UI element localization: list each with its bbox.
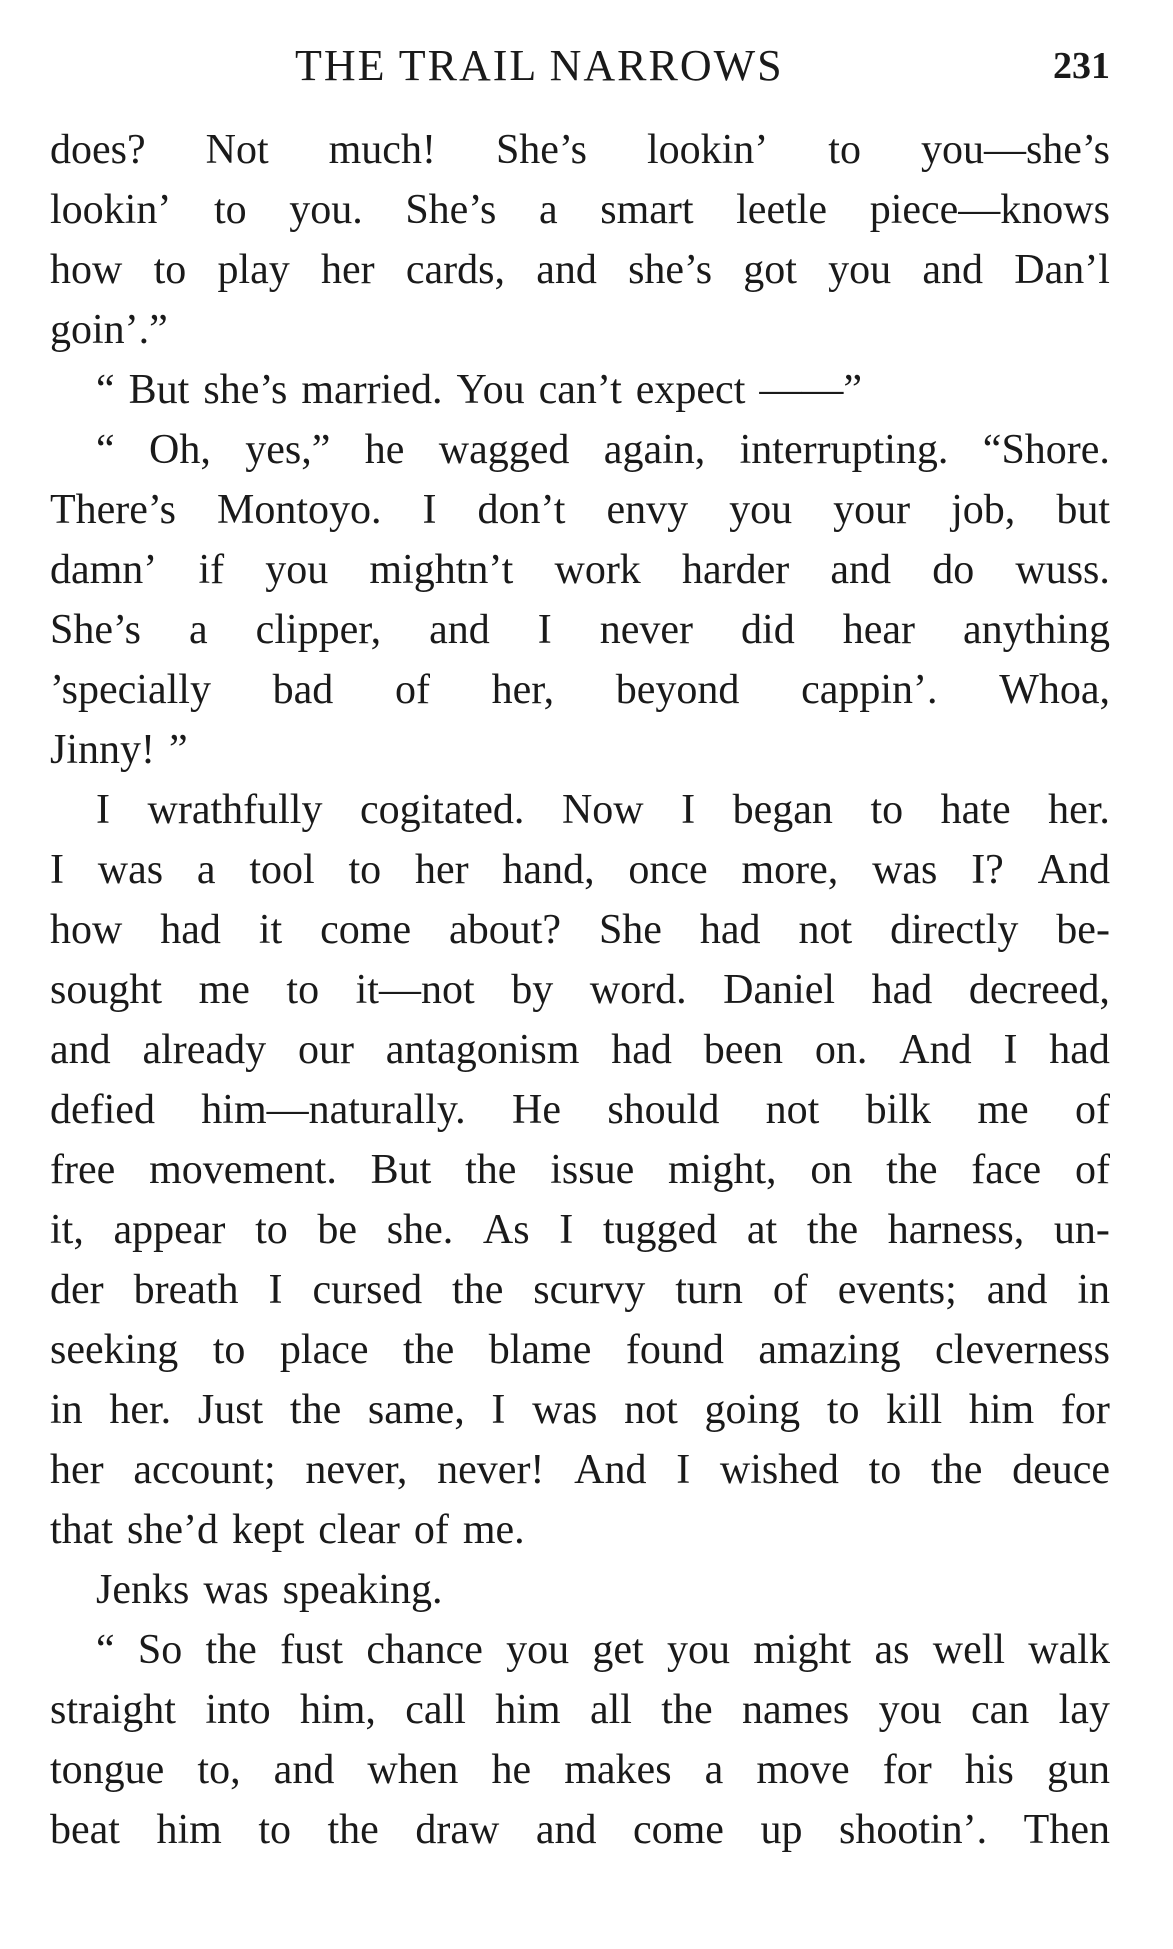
text-line: free movement. But the issue might, on the face of [50,1147,1110,1193]
text-line: how to play her cards, and she’s got you and Dan’l [50,247,1110,293]
text-line: straight into him, call him all the names you can lay [50,1687,1110,1733]
text-line: I was a tool to her hand, once more, was I? And [50,847,1110,893]
body-text [50,120,1110,1860]
text-line: tongue to, and when he makes a move for his gun [50,1747,1110,1793]
text-line: der breath I cursed the scurvy turn of events; and in [50,1267,1110,1313]
text-line: lookin’ to you. She’s a smart leetle piece—knows [50,187,1110,233]
text-line: sought me to it—not by word. Daniel had decreed, [50,967,1110,1013]
text-line: beat him to the draw and come up shootin’. Then [50,1807,1110,1853]
text-line: I wrathfully cogitated. Now I began to hate her. [96,787,1110,833]
text-line: She’s a clipper, and I never did hear anything [50,607,1110,653]
text-line: seeking to place the blame found amazing cleverness [50,1327,1110,1373]
text-line: goin’.” [50,307,168,353]
running-head: THE TRAIL NARROWS [295,41,784,90]
text-line: it, appear to be she. As I tugged at the harness, un- [50,1207,1110,1253]
text-line: “ Oh, yes,” he wagged again, interrupting. “Shore. [96,427,1110,473]
text-line: and already our antagonism had been on. And I had [50,1027,1110,1073]
text-line: Jinny! ” [50,727,188,773]
text-line: how had it come about? She had not directly be- [50,907,1110,953]
text-line: “ So the fust chance you get you might as well walk [96,1627,1110,1673]
text-line: defied him—naturally. He should not bilk me of [50,1087,1110,1133]
book-page [50,30,1110,1853]
text-line: damn’ if you mightn’t work harder and do wuss. [50,547,1110,593]
text-line: that she’d kept clear of me. [50,1507,525,1553]
text-line: Jenks was speaking. [96,1567,443,1613]
text-line: her account; never, never! And I wished to the deuce [50,1447,1110,1493]
page-number: 231 [1053,45,1110,87]
text-line: in her. Just the same, I was not going to kill him for [50,1387,1110,1433]
text-line: does? Not much! She’s lookin’ to you—she’s [50,127,1110,173]
text-line: “ But she’s married. You can’t expect ——” [96,367,863,413]
text-line: ’specially bad of her, beyond cappin’. Whoa, [50,667,1110,713]
text-line: There’s Montoyo. I don’t envy you your job, but [50,487,1110,533]
page-header [50,30,1110,102]
